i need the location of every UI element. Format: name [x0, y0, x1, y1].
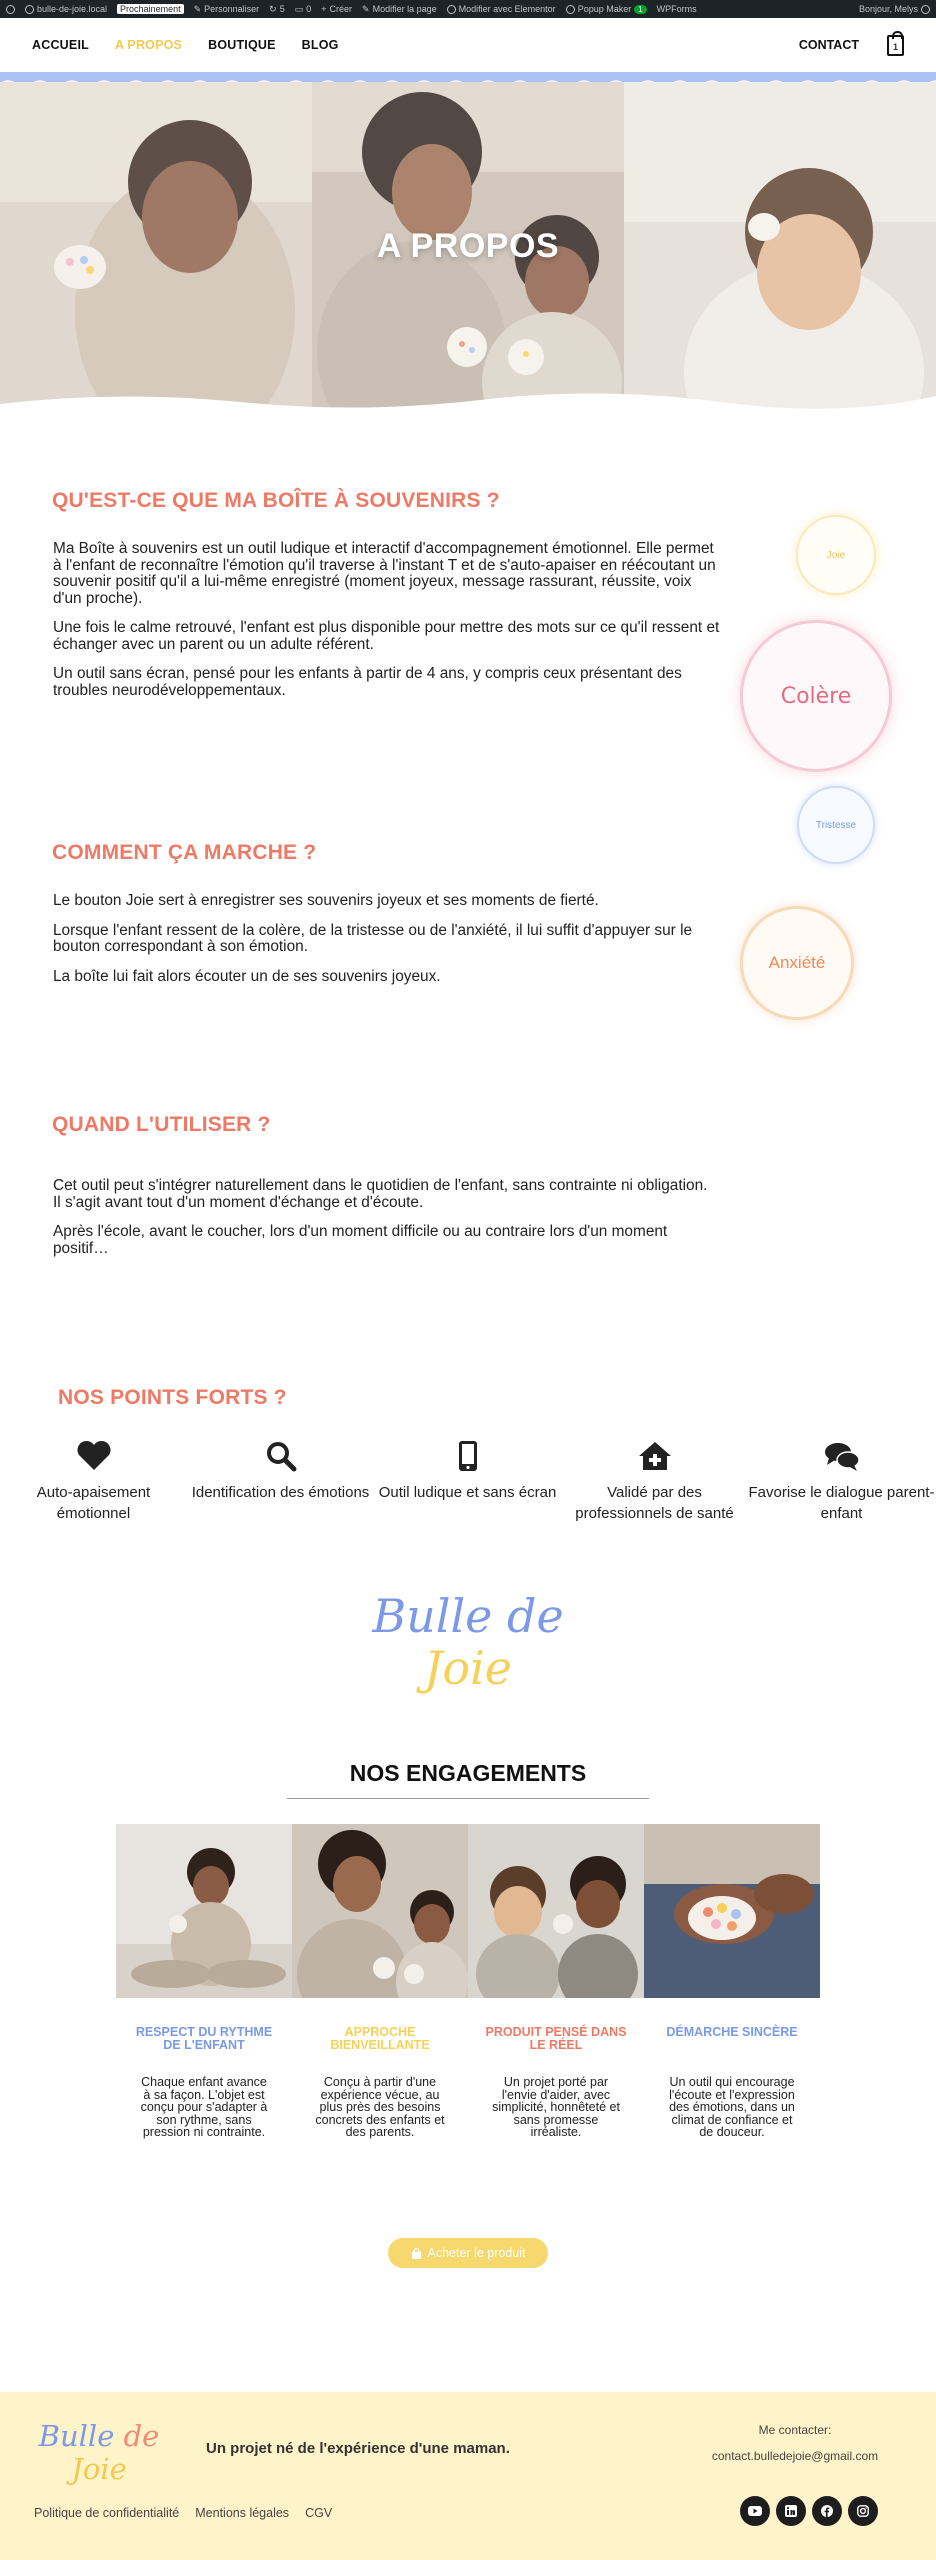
footer-link-privacy[interactable]: Politique de confidentialité: [34, 2506, 180, 2520]
feature-label: Auto-apaisement émotionnel: [36, 1484, 151, 1522]
facebook-icon[interactable]: [812, 2496, 842, 2526]
joie-button-image: Joie: [796, 515, 876, 595]
engagement-photo-hands-box: [644, 1824, 820, 1998]
admin-updates-link[interactable]: ↻ 5: [269, 3, 285, 14]
heart-icon: [76, 1440, 112, 1472]
section-what-text: [53, 541, 723, 712]
divider: [287, 1798, 649, 1799]
paragraph: Lorsque l'enfant ressent de la colère, de la tristesse ou de l'anxiété, il lui suffit d'appuyer sur le bouton correspondant à son émotion.: [53, 921, 693, 955]
cart-count: 1: [892, 41, 898, 52]
buy-product-button[interactable]: Acheter le produit: [388, 2238, 548, 2268]
avatar: [921, 5, 930, 14]
engagement-text: Un projet porté par l'envie d'aider, avec simplicité, honnêteté et sans promesse irréaliste.: [492, 2075, 620, 2139]
admin-new-link[interactable]: + Créer: [321, 4, 353, 14]
shopping-bag-icon: [411, 2248, 422, 2259]
refresh-icon: ↻: [269, 3, 277, 14]
elementor-icon: [447, 5, 456, 14]
pencil-icon: ✎: [362, 3, 370, 14]
page-title: A PROPOS: [376, 227, 560, 265]
admin-comments-link[interactable]: ▭ 0: [294, 3, 312, 14]
section-title-what: QU'EST-CE QUE MA BOÎTE À SOUVENIRS ?: [52, 489, 500, 512]
engagement-item: [468, 2026, 644, 2139]
colere-button-image: Colère: [740, 620, 892, 772]
engagement-photo-child-sitting: [116, 1824, 292, 1998]
popup-icon: [566, 5, 575, 14]
footer-tagline: Un projet né de l'expérience d'une maman.: [206, 2440, 510, 2457]
engagements-photos: [116, 1824, 820, 1998]
engagement-heading: DÉMARCHE SINCÈRE: [666, 2025, 798, 2039]
section-title-when: QUAND L'UTILISER ?: [52, 1113, 271, 1136]
linkedin-icon[interactable]: [776, 2496, 806, 2526]
admin-greeting[interactable]: Bonjour, Melys: [859, 4, 930, 14]
admin-customize-link[interactable]: ✎ Personnaliser: [193, 3, 260, 14]
engagement-text: Conçu à partir d'une expérience vécue, au plus près des besoins concrets des enfants et des parents.: [315, 2075, 445, 2139]
engagement-item: [644, 2026, 820, 2139]
nav-blog[interactable]: BLOG: [301, 38, 339, 52]
footer-contact-email[interactable]: contact.bulledejoie@gmail.com: [711, 2449, 879, 2463]
feature-item: [187, 1440, 374, 1540]
admin-wpforms-link[interactable]: WPForms: [656, 4, 697, 14]
footer-contact-label: Me contacter:: [758, 2423, 832, 2437]
engagement-item: [116, 2026, 292, 2139]
feature-label: Outil ludique et sans écran: [378, 1484, 557, 1501]
paragraph: Ma Boîte à souvenirs est un outil ludique et interactif d'accompagnement émotionnel. Elle permet à l'enfant de reconnaître l'émotion qu'il traverse à l'instant T et de s'auto-apaiser en réécoutant un souvenir positif qu'il a lui-même enregistré (moment joyeux, message rassurant, réussite, voix d'un proche).: [53, 540, 716, 607]
engagement-heading: PRODUIT PENSÉ DANS LE RÉEL: [485, 2025, 627, 2052]
footer-link-cgv[interactable]: CGV: [305, 2506, 333, 2520]
paragraph: Il s'agit avant tout d'un moment d'échange et d'écoute.: [53, 1193, 424, 1211]
coming-soon-badge[interactable]: Prochainement: [117, 4, 184, 14]
engagement-photo-mother-child: [292, 1824, 468, 1998]
admin-elementor-link[interactable]: Modifier avec Elementor: [447, 4, 556, 14]
wp-admin-bar: [0, 0, 936, 18]
engagement-heading: RESPECT DU RYTHME DE L'ENFANT: [135, 2025, 273, 2052]
feature-item: [0, 1440, 187, 1540]
feature-item: [748, 1440, 935, 1540]
comment-icon: ▭: [294, 3, 304, 14]
hero-wave-divider: [0, 382, 936, 422]
home-icon: [25, 5, 34, 14]
paragraph: Le bouton Joie sert à enregistrer ses souvenirs joyeux et ses moments de fierté.: [53, 892, 599, 909]
wordpress-logo-icon[interactable]: [6, 5, 15, 14]
engagements-list: [116, 2026, 820, 2139]
main-nav: [32, 38, 339, 52]
nav-boutique[interactable]: BOUTIQUE: [208, 38, 276, 52]
feature-label: Validé par des professionnels de santé: [575, 1484, 734, 1522]
plus-icon: +: [321, 4, 327, 14]
phone-icon: [458, 1440, 478, 1472]
engagements-title: NOS ENGAGEMENTS: [349, 1760, 587, 1786]
instagram-icon[interactable]: [848, 2496, 878, 2526]
engagement-text: Chaque enfant avance à sa façon. L'objet est conçu pour s'adapter à son rythme, sans pression ni contrainte.: [140, 2075, 268, 2139]
admin-site-link[interactable]: bulle-de-joie.local: [25, 4, 107, 14]
magnifier-icon: [265, 1440, 297, 1472]
feature-label: Identification des émotions: [191, 1484, 370, 1501]
paragraph: Après l'école, avant le coucher, lors d'un moment difficile ou au contraire lors d'un moment positif…: [53, 1223, 668, 1257]
section-when-text: [53, 1178, 723, 1270]
paragraph: Une fois le calme retrouvé, l'enfant est plus disponible pour mettre des mots sur ce qu'il ressent et échanger avec un parent ou un adulte référent.: [53, 619, 720, 653]
nav-contact[interactable]: CONTACT: [798, 38, 859, 52]
popup-count-badge: 1: [634, 5, 646, 14]
features-row: [0, 1440, 936, 1540]
section-title-strengths: NOS POINTS FORTS ?: [58, 1386, 287, 1409]
brush-icon: ✎: [193, 3, 202, 14]
house-plus-icon: [638, 1440, 672, 1472]
engagement-text: Un outil qui encourage l'écoute et l'expression des émotions, dans un climat de confiance et de douceur.: [669, 2075, 795, 2139]
nav-a-propos[interactable]: A PROPOS: [114, 38, 183, 52]
site-header: [0, 18, 936, 72]
feature-label: Favorise le dialogue parent-enfant: [748, 1484, 935, 1522]
nav-accueil[interactable]: ACCUEIL: [32, 38, 89, 52]
engagement-item: [292, 2026, 468, 2139]
hero-banner: [0, 82, 936, 422]
section-title-how: COMMENT ÇA MARCHE ?: [52, 841, 317, 864]
social-links: [740, 2496, 878, 2526]
admin-edit-page-link[interactable]: ✎ Modifier la page: [362, 3, 437, 14]
footer-link-legal[interactable]: Mentions légales: [195, 2506, 290, 2520]
paragraph: La boîte lui fait alors écouter un de ses souvenirs joyeux.: [53, 967, 441, 985]
footer-logo[interactable]: Bulle de Joie: [38, 2419, 160, 2486]
footer-links: [34, 2506, 332, 2520]
engagement-heading: APPROCHE BIENVEILLANTE: [330, 2025, 430, 2052]
admin-popup-maker-link[interactable]: Popup Maker 1: [566, 4, 647, 14]
section-how-text: [53, 893, 723, 998]
anxiete-button-image: Anxiété: [740, 906, 854, 1020]
paragraph: Cet outil peut s'intégrer naturellement dans le quotidien de l'enfant, sans contrainte ni obligation.: [53, 1177, 708, 1194]
tristesse-button-image: Tristesse: [797, 786, 875, 864]
engagement-photo-two-children: [468, 1824, 644, 1998]
chat-icon: [824, 1440, 860, 1472]
feature-item: [374, 1440, 561, 1540]
cart-icon[interactable]: [887, 35, 904, 56]
youtube-icon[interactable]: [740, 2496, 770, 2526]
feature-item: [561, 1440, 748, 1540]
brand-logo: Bulle de Joie: [372, 1589, 564, 1695]
paragraph: Un outil sans écran, pensé pour les enfants à partir de 4 ans, y compris ceux présentant des troubles neurodéveloppementaux.: [53, 665, 682, 699]
